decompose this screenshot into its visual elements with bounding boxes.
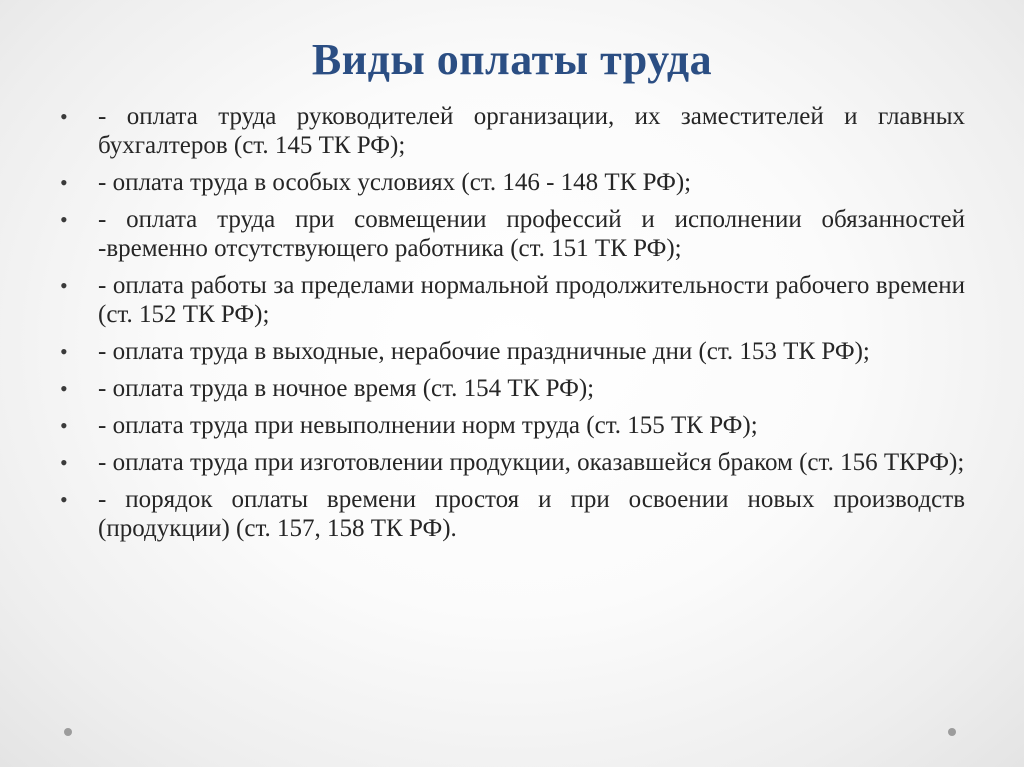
list-item-text: - оплата труда в особых условиях (ст. 146 - 148 ТК РФ); [98, 169, 692, 196]
list-item-text: - оплата труда при совмещении профессий и исполнении обязанностей -временно отсутствующего работника (ст. 151 ТК РФ); [98, 206, 965, 262]
bullet-icon: • [60, 450, 68, 475]
bullet-icon: • [60, 104, 68, 129]
bullet-icon: • [60, 273, 68, 298]
list-item [60, 411, 965, 440]
list-item-text: - оплата труда руководителей организации, их заместителей и главных бухгалтеров (ст. 145 ТК РФ); [98, 103, 965, 159]
corner-dot-icon [64, 728, 72, 736]
list-item [60, 271, 965, 329]
list-item [60, 337, 965, 366]
bullet-icon: • [60, 207, 68, 232]
bullet-icon: • [60, 170, 68, 195]
corner-dot-icon [948, 728, 956, 736]
list-item [60, 485, 965, 543]
slide-title: Виды оплаты труда [311, 35, 713, 84]
bullet-icon: • [60, 413, 68, 438]
list-item-text: - оплата труда в выходные, нерабочие праздничные дни (ст. 153 ТК РФ); [98, 338, 870, 365]
bullet-list [60, 102, 965, 551]
bullet-icon: • [60, 339, 68, 364]
list-item-text: - оплата труда при изготовлении продукции, оказавшейся браком (ст. 156 ТКРФ); [98, 449, 965, 476]
bullet-icon: • [60, 487, 68, 512]
list-item [60, 102, 965, 160]
list-item [60, 168, 965, 197]
list-item [60, 205, 965, 263]
list-item [60, 374, 965, 403]
list-item-text: - оплата труда при невыполнении норм труда (ст. 155 ТК РФ); [98, 412, 758, 439]
list-item [60, 448, 965, 477]
list-item-text: - оплата труда в ночное время (ст. 154 ТК РФ); [98, 375, 595, 402]
bullet-icon: • [60, 376, 68, 401]
list-item-text: - порядок оплаты времени простоя и при освоении новых производств (продукции) (ст. 157, 158 ТК РФ). [98, 486, 965, 542]
list-item-text: - оплата работы за пределами нормальной продолжительности рабочего времени (ст. 152 ТК РФ); [98, 272, 965, 328]
